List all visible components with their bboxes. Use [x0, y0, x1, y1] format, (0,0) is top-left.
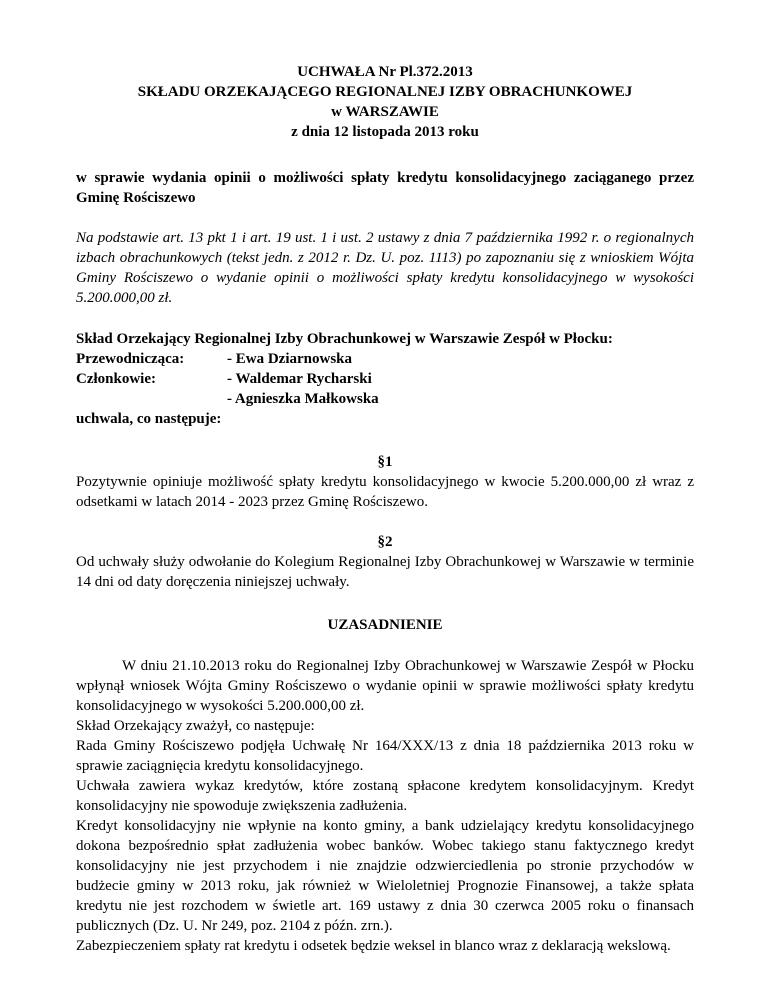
justification-heading: UZASADNIENIE	[327, 617, 443, 633]
chair-label: Przewodnicząca:	[76, 351, 185, 367]
justification-paragraph: Zabezpieczeniem spłaty rat kredytu i odsetek będzie weksel in blanco wraz z deklaracją wekslową.	[76, 938, 671, 954]
section-2-heading: §2	[377, 534, 393, 550]
resolution-header	[76, 62, 694, 142]
section-2-text: Od uchwały służy odwołanie do Kolegium Regionalnej Izby Obrachunkowej w Warszawie w terminie 14 dni od daty doręczenia niniejszej uchwały.	[76, 554, 694, 590]
members-row	[76, 369, 694, 389]
resolves-clause: uchwala, co następuje:	[76, 411, 222, 427]
section-1-text: Pozytywnie opiniuje możliwość spłaty kredytu konsolidacyjnego w kwocie 5.200.000,00 zł wraz z odsetkami w latach 2014 - 2023 przez Gminę Rościszewo.	[76, 474, 694, 510]
members-label: Członkowie:	[76, 371, 156, 387]
justification-paragraph: Uchwała zawiera wykaz kredytów, które zostaną spłacone kredytem konsolidacyjnym. Kredyt konsolidacyjny nie spowoduje zwiększenia zadłużenia.	[76, 778, 694, 814]
justification-paragraph: Rada Gminy Rościszewo podjęła Uchwałę Nr 164/XXX/13 z dnia 18 października 2013 roku w sprawie zaciągnięcia kredytu konsolidacyjnego.	[76, 738, 694, 774]
member-name: - Agnieszka Małkowska	[227, 391, 379, 407]
section-1-heading: §1	[377, 454, 393, 470]
member-name: - Waldemar Rycharski	[227, 371, 372, 387]
resolution-subject: w sprawie wydania opinii o możliwości spłaty kredytu konsolidacyjnego zaciąganego przez Gminę Rościszewo	[76, 170, 694, 206]
justification-paragraph: W dniu 21.10.2013 roku do Regionalnej Izby Obrachunkowej w Warszawie Zespół w Płocku wpłynął wniosek Wójta Gminy Rościszewo o wydanie opinii w sprawie możliwości spłaty kredytu konsolidacyjnego w wysokości 5.200.000,00 zł.	[76, 658, 694, 714]
justification-paragraph: Kredyt konsolidacyjny nie wpłynie na konto gminy, a bank udzielający kredytu konsolidacyjnego dokona bezpośrednio spłat zadłużenia wobec banków. Wobec takiego stanu faktycznego kredyt konsolidacyjny nie jest przychodem i nie znajdzie odzwierciedlenia po stronie przychodów w budżecie gminy w 2013 roku, jak również w Wieloletniej Prognozie Finansowej, a także spłata kredytu nie jest rozchodem w świetle art. 169 ustawy z dnia 30 czerwca 2005 roku o finansach publicznych (Dz. U. Nr 249, poz. 2104 z późn. zrn.).	[76, 818, 694, 934]
issuing-body: SKŁADU ORZEKAJĄCEGO REGIONALNEJ IZBY OBRACHUNKOWEJ	[137, 84, 633, 100]
adjudicating-panel	[76, 329, 694, 429]
legal-basis: Na podstawie art. 13 pkt 1 i art. 19 ust. 1 i ust. 2 ustawy z dnia 7 października 1992 r. o regionalnych izbach obrachunkowych (tekst jedn. z 2012 r. Dz. U. poz. 1113) po zapoznaniu się z wnioskiem Wójta Gminy Rościszewo o wydanie opinii o możliwości spłaty kredytu konsolidacyjnego w wysokości 5.200.000,00 zł.	[76, 230, 694, 306]
justification-body	[76, 656, 694, 956]
issuing-city: w WARSZAWIE	[331, 104, 439, 120]
document-page	[76, 62, 694, 956]
chair-name: - Ewa Dziarnowska	[227, 351, 353, 367]
members-row-2	[76, 389, 694, 409]
chair-row	[76, 349, 694, 369]
resolution-number: UCHWAŁA Nr Pl.372.2013	[297, 64, 473, 80]
resolution-date: z dnia 12 listopada 2013 roku	[291, 124, 479, 140]
justification-paragraph: Skład Orzekający zważył, co następuje:	[76, 718, 315, 734]
panel-title: Skład Orzekający Regionalnej Izby Obrachunkowej w Warszawie Zespół w Płocku:	[76, 331, 613, 347]
